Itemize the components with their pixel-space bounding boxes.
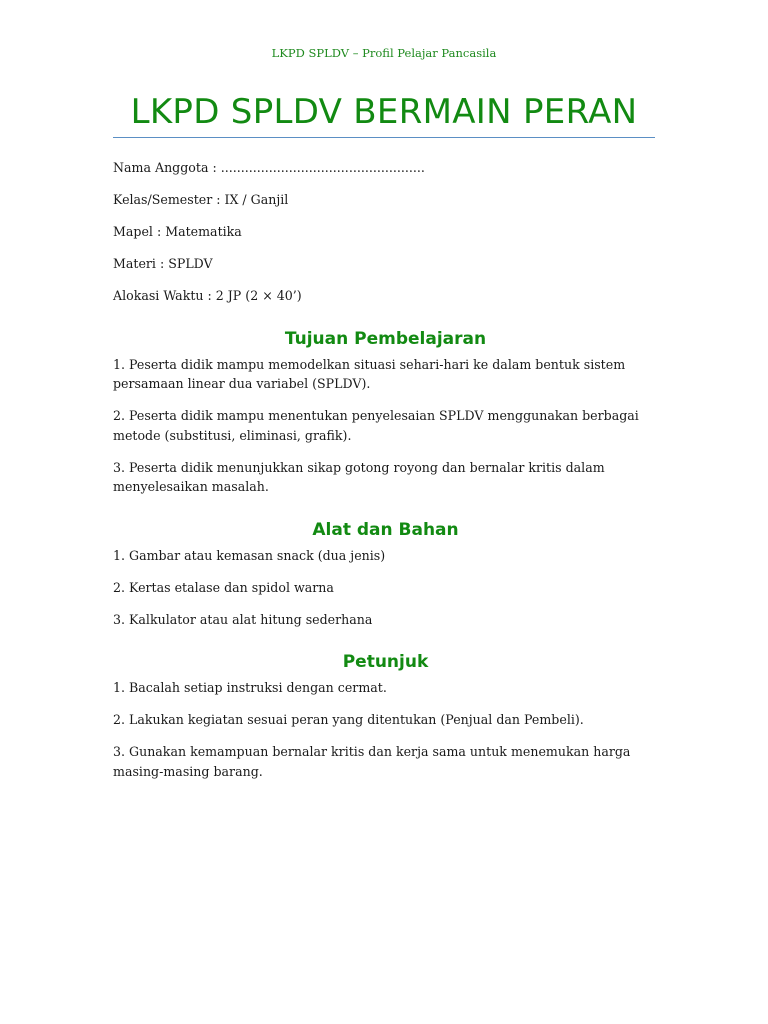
section-petunjuk bbox=[113, 651, 658, 781]
identity-block bbox=[113, 158, 658, 306]
list-item: 1. Bacalah setiap instruksi dengan cermat. bbox=[113, 680, 387, 695]
nama-anggota-line: Nama Anggota : ................................................... bbox=[113, 160, 425, 175]
section-heading: Tujuan Pembelajaran bbox=[284, 328, 487, 349]
materi-line: Materi : SPLDV bbox=[113, 256, 213, 271]
list-item: 2. Lakukan kegiatan sesuai peran yang ditentukan (Penjual dan Pembeli). bbox=[113, 712, 584, 727]
running-header: LKPD SPLDV – Profil Pelajar Pancasila bbox=[271, 46, 497, 60]
section-heading: Petunjuk bbox=[342, 652, 429, 672]
alokasi-waktu-line: Alokasi Waktu : 2 JP (2 × 40’) bbox=[113, 288, 302, 303]
section-alat-dan-bahan bbox=[113, 519, 658, 630]
list-item: 3. Kalkulator atau alat hitung sederhana bbox=[113, 611, 373, 627]
title-underline bbox=[113, 137, 655, 138]
section-heading: Alat dan Bahan bbox=[312, 519, 459, 540]
list-item: 1. Gambar atau kemasan snack (dua jenis) bbox=[113, 547, 386, 563]
list-item: 2. Kertas etalase dan spidol warna bbox=[113, 579, 334, 595]
list-item: 2. Peserta didik mampu menentukan penyelesaian SPLDV menggunakan berbagai metode (substitusi, eliminasi, grafik). bbox=[113, 408, 639, 443]
document-body bbox=[113, 158, 658, 794]
list-item: 1. Peserta didik mampu memodelkan situasi sehari-hari ke dalam bentuk sistem persamaan linear dua variabel (SPLDV). bbox=[113, 356, 626, 391]
list-item: 3. Gunakan kemampuan bernalar kritis dan kerja sama untuk menemukan harga masing-masing barang. bbox=[113, 744, 631, 779]
section-tujuan-pembelajaran bbox=[113, 328, 658, 497]
list-item: 3. Peserta didik menunjukkan sikap gotong royong dan bernalar kritis dalam menyelesaikan masalah. bbox=[113, 459, 605, 494]
kelas-semester-line: Kelas/Semester : IX / Ganjil bbox=[113, 192, 289, 207]
mapel-line: Mapel : Matematika bbox=[113, 224, 242, 239]
document-title: LKPD SPLDV BERMAIN PERAN bbox=[130, 92, 638, 132]
